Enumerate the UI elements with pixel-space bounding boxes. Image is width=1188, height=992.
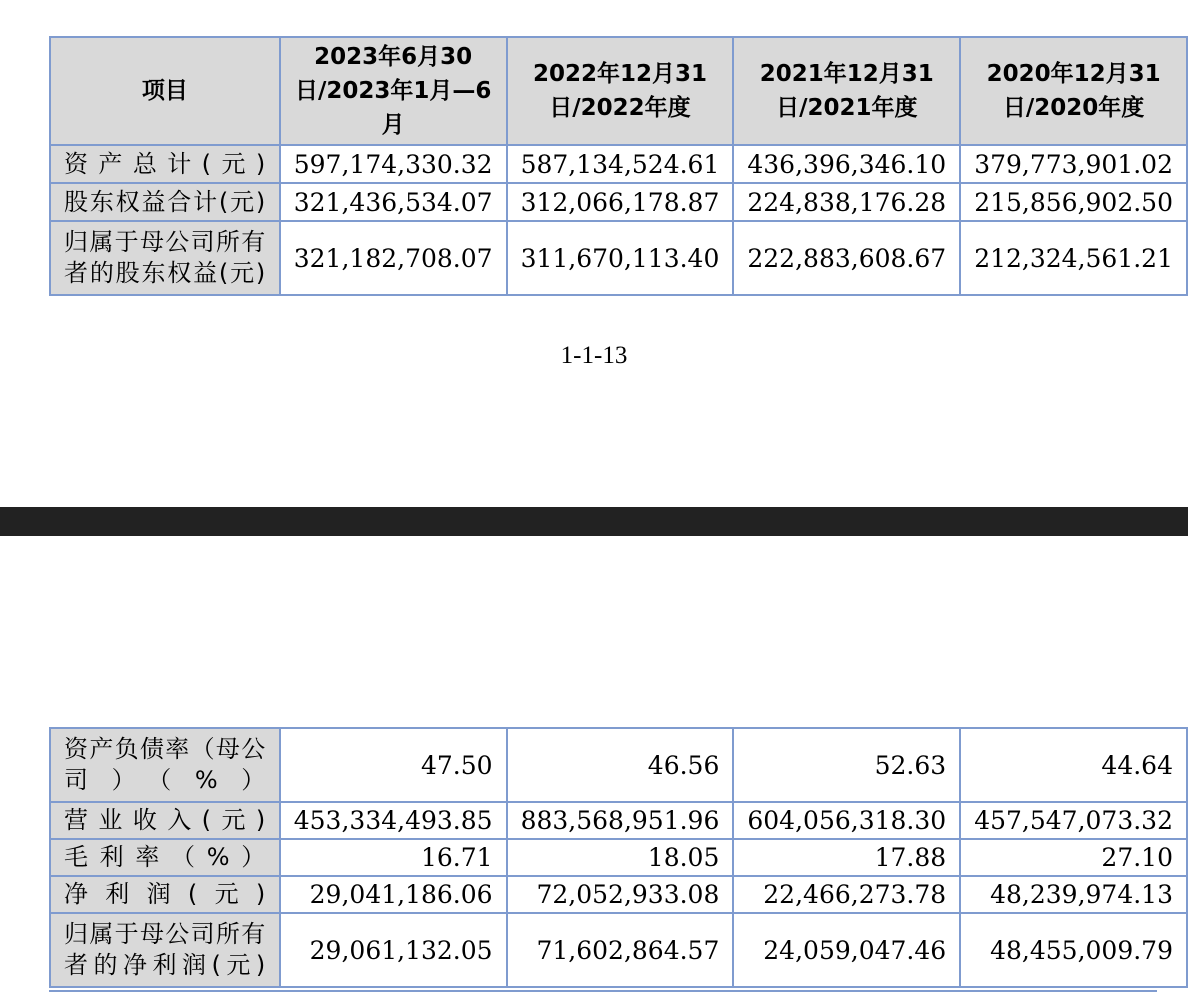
cell-value: 215,856,902.50 xyxy=(960,183,1187,221)
cell-value: 48,239,974.13 xyxy=(960,876,1187,913)
cell-value: 71,602,864.57 xyxy=(507,913,734,987)
cell-value: 379,773,901.02 xyxy=(960,145,1187,183)
table-row xyxy=(50,802,1187,839)
cell-value: 27.10 xyxy=(960,839,1187,876)
cell-value: 453,334,493.85 xyxy=(280,802,507,839)
cell-value: 16.71 xyxy=(280,839,507,876)
row-label: 归属于母公司所有者的净利润(元) xyxy=(50,913,280,987)
row-label: 毛利率（%） xyxy=(50,839,280,876)
cell-value: 883,568,951.96 xyxy=(507,802,734,839)
cell-value: 29,061,132.05 xyxy=(280,913,507,987)
table-row xyxy=(50,728,1187,802)
page-number: 1-1-13 xyxy=(560,342,628,369)
financial-table-income xyxy=(49,727,1188,988)
header-item: 项目 xyxy=(50,37,280,145)
cell-value: 72,052,933.08 xyxy=(507,876,734,913)
cell-value: 17.88 xyxy=(733,839,960,876)
cell-value: 18.05 xyxy=(507,839,734,876)
table-header-row xyxy=(50,37,1187,145)
cell-value: 604,056,318.30 xyxy=(733,802,960,839)
row-label: 资产总计(元) xyxy=(50,145,280,183)
financial-table-balance xyxy=(49,36,1188,296)
cell-value: 22,466,273.78 xyxy=(733,876,960,913)
cell-value: 597,174,330.32 xyxy=(280,145,507,183)
row-label: 股东权益合计(元) xyxy=(50,183,280,221)
cell-value: 587,134,524.61 xyxy=(507,145,734,183)
table-row xyxy=(50,145,1187,183)
row-label: 资产负债率（母公司）（%） xyxy=(50,728,280,802)
cell-value: 436,396,346.10 xyxy=(733,145,960,183)
cell-value: 46.56 xyxy=(507,728,734,802)
cell-value: 222,883,608.67 xyxy=(733,221,960,295)
cell-value: 457,547,073.32 xyxy=(960,802,1187,839)
header-col-2023h1: 2023年6月30日/2023年1月—6月 xyxy=(280,37,507,145)
table-row xyxy=(50,876,1187,913)
cell-value: 47.50 xyxy=(280,728,507,802)
table-row xyxy=(50,913,1187,987)
header-col-2021: 2021年12月31日/2021年度 xyxy=(733,37,960,145)
cell-value: 48,455,009.79 xyxy=(960,913,1187,987)
table-row xyxy=(50,221,1187,295)
table-row xyxy=(50,183,1187,221)
cell-value: 224,838,176.28 xyxy=(733,183,960,221)
cell-value: 212,324,561.21 xyxy=(960,221,1187,295)
header-col-2020: 2020年12月31日/2020年度 xyxy=(960,37,1187,145)
cell-value: 312,066,178.87 xyxy=(507,183,734,221)
table-row xyxy=(50,839,1187,876)
cell-value: 321,182,708.07 xyxy=(280,221,507,295)
cell-value: 44.64 xyxy=(960,728,1187,802)
header-col-2022: 2022年12月31日/2022年度 xyxy=(507,37,734,145)
page-separator xyxy=(0,507,1188,536)
row-label: 净利润(元) xyxy=(50,876,280,913)
row-label: 营业收入(元) xyxy=(50,802,280,839)
cell-value: 321,436,534.07 xyxy=(280,183,507,221)
cell-value: 52.63 xyxy=(733,728,960,802)
cell-value: 29,041,186.06 xyxy=(280,876,507,913)
row-label: 归属于母公司所有者的股东权益(元) xyxy=(50,221,280,295)
cell-value: 311,670,113.40 xyxy=(507,221,734,295)
cell-value: 24,059,047.46 xyxy=(733,913,960,987)
